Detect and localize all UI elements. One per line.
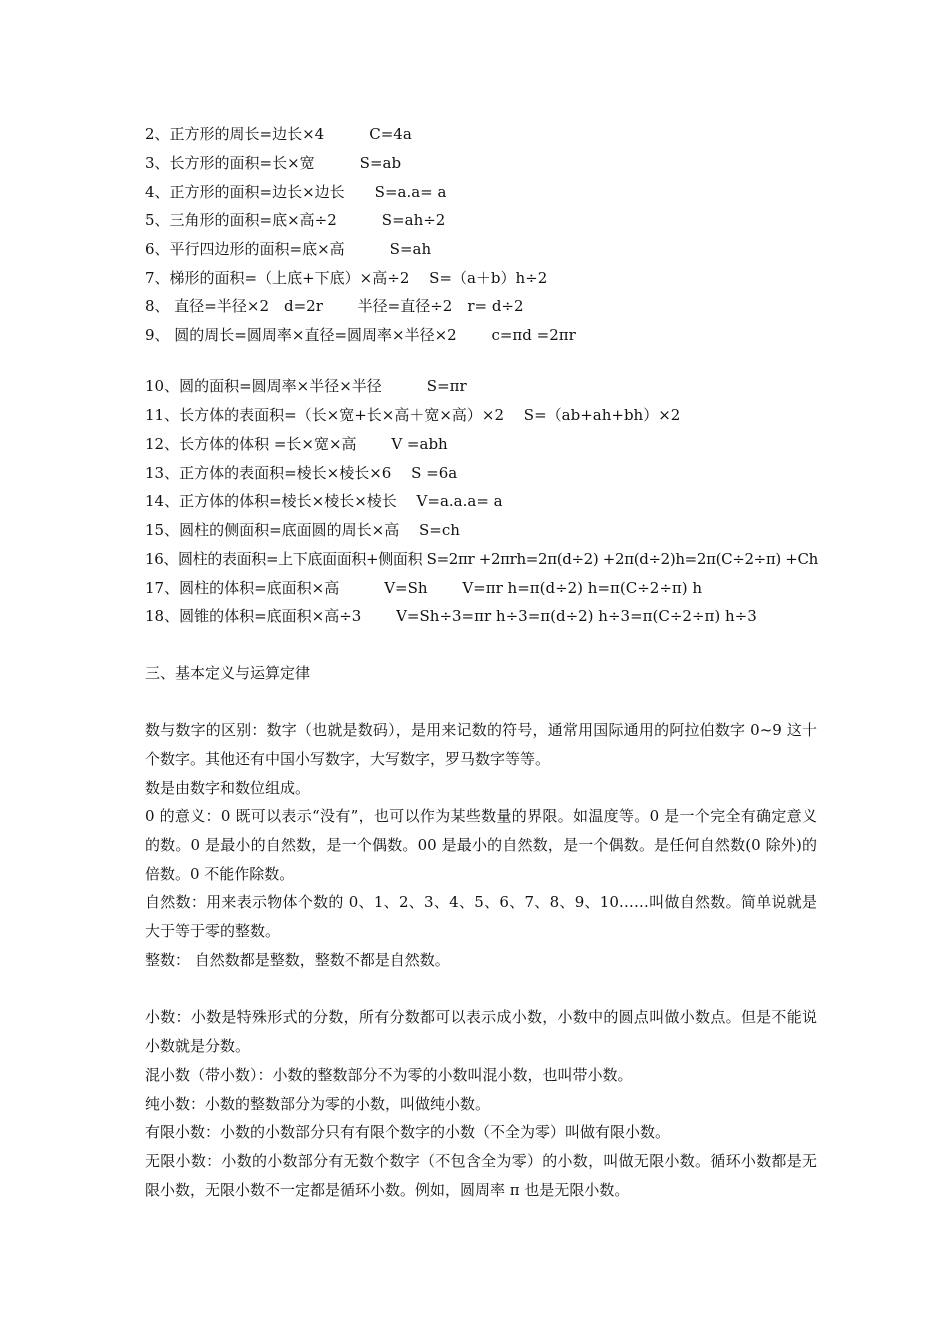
formula-line: 7、梯形的面积=（上底+下底）×高÷2 S=（a＋b）h÷2 (145, 269, 548, 287)
definition-paragraph: 自然数：用来表示物体个数的 0、1、2、3、4、5、6、7、8、9、10……叫做自然数。简单说就是大于等于零的整数。 (145, 893, 817, 940)
definition-paragraph: 无限小数：小数的小数部分有无数个数字（不包含全为零）的小数，叫做无限小数。循环小数都是无限小数，无限小数不一定都是循环小数。例如，圆周率 π 也是无限小数。 (145, 1152, 817, 1199)
formula-line: 5、三角形的面积=底×高÷2 S=ah÷2 (145, 211, 446, 229)
formula-line: 12、长方体的体积 =长×宽×高 V =abh (145, 435, 448, 453)
formula-line: 10、圆的面积=圆周率×半径×半径 S=πr (145, 377, 467, 395)
formula-line: 18、圆锥的体积=底面积×高÷3 V=Sh÷3=πr h÷3=π(d÷2) h÷3=π(C÷2÷π) h÷3 (145, 607, 757, 625)
formula-line: 9、 圆的周长=圆周率×直径=圆周率×半径×2 c=πd =2πr (145, 326, 576, 344)
definition-paragraph: 数与数字的区别：数字（也就是数码），是用来记数的符号，通常用国际通用的阿拉伯数字 0~9 这十个数字。其他还有中国小写数字，大写数字，罗马数字等等。 (145, 721, 817, 768)
formula-line: 13、正方体的表面积=棱长×棱长×6 S =6a (145, 464, 458, 482)
definition-paragraph: 0 的意义：0 既可以表示“没有”，也可以作为某些数量的界限。如温度等。0 是一个完全有确定意义的数。0 是最小的自然数，是一个偶数。00 是最小的自然数，是一个偶数。是任何自然数(0 除外)的倍数。0 不能作除数。 (145, 807, 817, 883)
formula-line: 17、圆柱的体积=底面积×高 V=Sh V=πr h=π(d÷2) h=π(C÷2÷π) h (145, 579, 703, 597)
formula-line: 14、正方体的体积=棱长×棱长×棱长 V=a.a.a= a (145, 492, 503, 510)
formula-line: 2、正方形的周长=边长×4 C=4a (145, 125, 412, 143)
definition-paragraph: 纯小数：小数的整数部分为零的小数，叫做纯小数。 (145, 1095, 491, 1113)
formula-line: 11、长方体的表面积=（长×宽+长×高＋宽×高）×2 S=（ab+ah+bh）×2 (145, 406, 681, 424)
definition-paragraph: 有限小数：小数的小数部分只有有限个数字的小数（不全为零）叫做有限小数。 (145, 1123, 671, 1141)
formula-line: 15、圆柱的侧面积=底面圆的周长×高 S=ch (145, 521, 460, 539)
definition-paragraph: 数是由数字和数位组成。 (145, 779, 311, 797)
formula-line: 3、长方形的面积=长×宽 S=ab (145, 154, 402, 172)
section-heading: 三、基本定义与运算定律 (145, 664, 311, 682)
definition-paragraph: 整数： 自然数都是整数，整数不都是自然数。 (145, 951, 450, 969)
formula-line: 8、 直径=半径×2 d=2r 半径=直径÷2 r= d÷2 (145, 297, 524, 315)
formula-line: 4、正方形的面积=边长×边长 S=a.a= a (145, 183, 447, 201)
formula-line: 16、圆柱的表面积=上下底面面积+侧面积 S=2πr +2πrh=2π(d÷2) +2π(d÷2)h=2π(C÷2÷π) +Ch (145, 550, 818, 568)
formula-line: 6、平行四边形的面积=底×高 S=ah (145, 240, 432, 258)
definition-paragraph: 小数：小数是特殊形式的分数，所有分数都可以表示成小数，小数中的圆点叫做小数点。但是不能说小数就是分数。 (145, 1008, 817, 1055)
definition-paragraph: 混小数（带小数）：小数的整数部分不为零的小数叫混小数，也叫带小数。 (145, 1066, 633, 1084)
